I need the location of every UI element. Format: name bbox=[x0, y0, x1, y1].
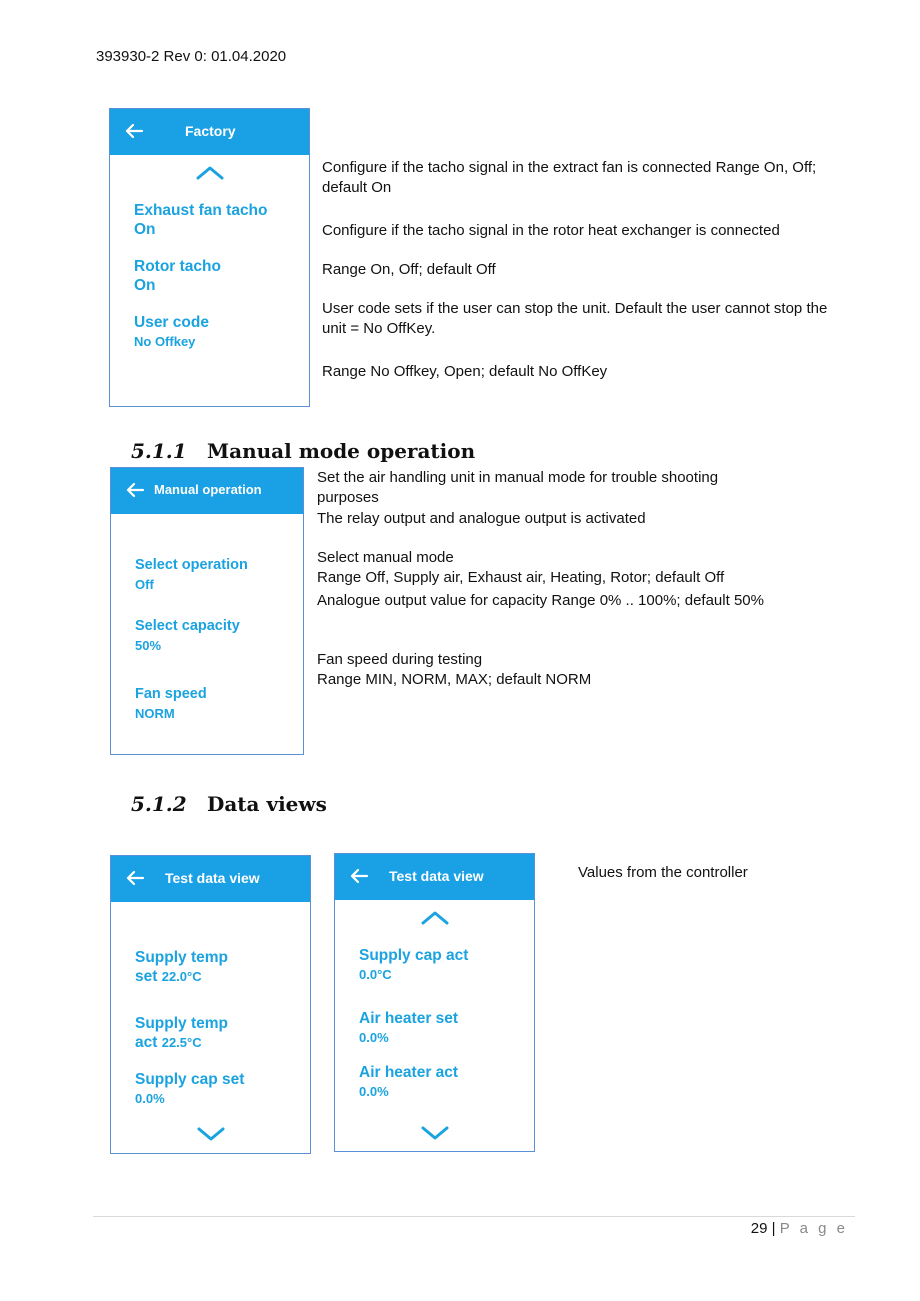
chevron-down-icon[interactable] bbox=[420, 1125, 450, 1141]
field-value: 0.0% bbox=[359, 1030, 389, 1045]
field-value: No Offkey bbox=[134, 334, 196, 349]
back-arrow-icon[interactable] bbox=[123, 866, 147, 890]
page-number: 29 bbox=[750, 1220, 768, 1237]
data-view-1-title-bar bbox=[111, 856, 310, 902]
chevron-up-icon[interactable] bbox=[420, 910, 450, 926]
field-value: 0.0% bbox=[135, 1091, 165, 1106]
manual-operation-panel bbox=[110, 467, 304, 755]
page-label: P a g e bbox=[779, 1220, 848, 1237]
field-value: On bbox=[134, 277, 156, 294]
air-heater-act-field[interactable] bbox=[359, 1063, 458, 1101]
data-view-2-title: Test data view bbox=[389, 868, 484, 884]
field-label: Air heater act bbox=[359, 1064, 459, 1081]
test-data-view-panel-2 bbox=[334, 853, 535, 1152]
manual-desc-1: Set the air handling unit in manual mode for trouble shooting purposes bbox=[317, 469, 719, 506]
supply-cap-act-field[interactable] bbox=[359, 946, 468, 984]
manual-title-bar bbox=[111, 468, 303, 514]
back-arrow-icon[interactable] bbox=[347, 864, 371, 888]
manual-desc-3: Select manual mode bbox=[317, 549, 454, 566]
document-header: 393930-2 Rev 0: 01.04.2020 bbox=[96, 48, 287, 65]
factory-title-bar bbox=[110, 109, 309, 155]
field-value-line bbox=[135, 1033, 228, 1052]
manual-desc-7: Range MIN, NORM, MAX; default NORM bbox=[317, 671, 592, 688]
factory-desc-1: Configure if the tacho signal in the extract fan is connected Range On, Off; default On bbox=[322, 159, 817, 196]
section-heading-511 bbox=[131, 439, 475, 463]
section-title: Data views bbox=[207, 792, 327, 816]
factory-panel bbox=[109, 108, 310, 407]
fan-speed-field[interactable] bbox=[135, 685, 207, 723]
value-prefix: act bbox=[135, 1034, 158, 1051]
manual-title: Manual operation bbox=[154, 482, 262, 497]
field-value: Off bbox=[135, 577, 154, 592]
field-label: Select operation bbox=[135, 557, 248, 573]
user-code-field[interactable] bbox=[134, 313, 209, 351]
factory-desc-2: Configure if the tacho signal in the rotor heat exchanger is connected bbox=[322, 222, 780, 239]
chevron-down-icon[interactable] bbox=[196, 1126, 226, 1142]
factory-desc-5: Range No Offkey, Open; default No OffKey bbox=[322, 363, 608, 380]
field-value: 22.0°C bbox=[161, 969, 202, 984]
section-number: 5.1.2 bbox=[131, 792, 187, 816]
data-view-2-title-bar bbox=[335, 854, 534, 900]
page-footer bbox=[751, 1220, 848, 1237]
select-operation-field[interactable] bbox=[135, 556, 248, 594]
back-arrow-icon[interactable] bbox=[122, 119, 146, 143]
field-label: Air heater set bbox=[359, 1010, 459, 1027]
field-value: 0.0% bbox=[359, 1084, 389, 1099]
factory-desc-3: Range On, Off; default Off bbox=[322, 261, 496, 278]
field-value: NORM bbox=[135, 706, 175, 721]
field-label: Supply cap act bbox=[359, 947, 469, 964]
manual-desc-6: Fan speed during testing bbox=[317, 651, 483, 668]
section-title: Manual mode operation bbox=[207, 439, 476, 463]
air-heater-set-field[interactable] bbox=[359, 1009, 458, 1047]
back-arrow-icon[interactable] bbox=[123, 478, 147, 502]
field-label: Supply temp bbox=[135, 949, 229, 966]
select-capacity-field[interactable] bbox=[135, 617, 240, 655]
field-label: Select capacity bbox=[135, 618, 240, 634]
field-value: 22.5°C bbox=[161, 1035, 202, 1050]
field-label: Supply cap set bbox=[135, 1071, 245, 1088]
rotor-tacho-field[interactable] bbox=[134, 257, 221, 295]
manual-desc-4: Range Off, Supply air, Exhaust air, Heating, Rotor; default Off bbox=[317, 569, 725, 586]
footer-separator: | bbox=[771, 1220, 776, 1237]
section-number: 5.1.1 bbox=[131, 439, 187, 463]
field-label: Supply temp bbox=[135, 1015, 229, 1032]
field-value-line bbox=[135, 967, 228, 986]
field-label: Rotor tacho bbox=[134, 258, 221, 275]
manual-desc-5: Analogue output value for capacity Range 0% .. 100%; default 50% bbox=[317, 592, 764, 609]
supply-temp-act-field[interactable] bbox=[135, 1014, 228, 1052]
value-prefix: set bbox=[135, 968, 158, 985]
field-label: Fan speed bbox=[135, 686, 207, 702]
footer-rule bbox=[93, 1216, 855, 1217]
section-heading-512 bbox=[131, 792, 327, 816]
manual-desc-2: The relay output and analogue output is activated bbox=[317, 510, 646, 527]
data-views-description: Values from the controller bbox=[578, 864, 748, 881]
test-data-view-panel-1 bbox=[110, 855, 311, 1154]
field-label: User code bbox=[134, 314, 209, 331]
supply-cap-set-field[interactable] bbox=[135, 1070, 244, 1108]
data-view-1-title: Test data view bbox=[165, 870, 260, 886]
factory-title: Factory bbox=[185, 123, 236, 139]
field-value: 0.0°C bbox=[359, 967, 392, 982]
supply-temp-set-field[interactable] bbox=[135, 948, 228, 986]
field-label: Exhaust fan tacho bbox=[134, 202, 268, 219]
chevron-up-icon[interactable] bbox=[195, 165, 225, 181]
factory-desc-4: User code sets if the user can stop the unit. Default the user cannot stop the unit = No OffKey. bbox=[322, 300, 828, 337]
exhaust-fan-tacho-field[interactable] bbox=[134, 201, 268, 239]
field-value: 50% bbox=[135, 638, 162, 653]
field-value: On bbox=[134, 221, 156, 238]
